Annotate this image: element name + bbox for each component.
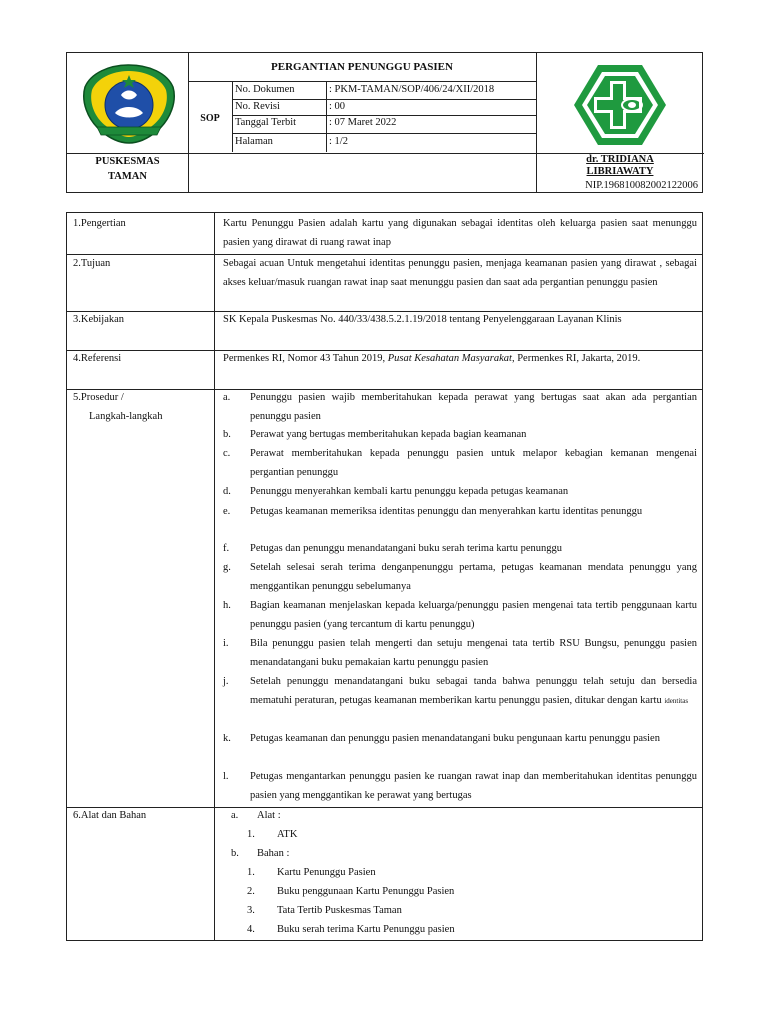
section-label: 4.Referensi — [73, 353, 122, 364]
meta-value: : 07 Maret 2022 — [329, 117, 397, 128]
section-label: 3.Kebijakan — [73, 314, 125, 325]
head-doctor-name: dr. TRIDIANA LIBRIAWATY — [586, 154, 654, 177]
section-label: 2.Tujuan — [73, 258, 111, 269]
regency-emblem-logo — [79, 61, 179, 145]
meta-label: Tanggal Terbit — [235, 117, 297, 128]
section-label: 6.Alat dan Bahan — [73, 810, 147, 821]
section-text: SK Kepala Puskesmas No. 440/33/438.5.2.1.19/2018 tentang Penyelenggaraan Layanan Klinis — [223, 314, 622, 325]
divider — [232, 81, 233, 152]
divider — [232, 99, 536, 100]
puskesmas-logo — [572, 63, 668, 147]
divider — [188, 81, 536, 82]
procedure-table: 1.Pengertian Kartu Penunggu Pasien adalah kartu yang digunakan sebagai identitas oleh keluarga pasien saat menunggu pasien yang dirawat di ruang rawat inap 2.Tujuan Sebagai acuan Untuk mengetahui identitas penunggu pasien, menjaga keamanan pasien yang dirawat , sebagai akses keluar/masuk ruangan rawat inap saat menunggu pasien dan saat ada pergantian penunggu pasien 3.Kebijakan SK Kepala Puskesmas No. 440/33/438.5.2.1.19/2018 tentang Penyelenggaraan Layanan Klinis 4.Referensi Permenkes RI, Nomor 43 Tahun 2019, Pusat Kesahatan Masyarakat, Permenkes RI, Jakarta, 2019. 5.Prosedur / Langkah-langkah a. Penunggu pasien wajib memberitahukan kepada perawat yang bertugas saat akan ada pergantian penunggu pasien b. Perawat yang bertugas memberitahukan kepada bagian keamanan c. Perawat memberitahukan kepada penunggu pasien untuk melapor kebagian kemanan mengenai pergantian penunggu d. Penunggu menyerahkan kembali kartu penunggu kepada petugas keamanan e. Petugas keamanan memeriksa identitas penunggu dan menyerahkan kartu identitas penunggu f. Petugas dan penunggu menandatangani buku serah terima kartu penunggu g. Setelah selesai serah terima denganpenunggu pertama, petugas keamanan mendata penunggu yang menggantikan penunggu sebelumanya h. Bagian keamanan menjelaskan kepada keluarga/penunggu pasien mengenai tata tertib penggunaan kartu penunggu pasien (yang tercantum di kartu penunggu) i. Bila penunggu pasien telah mengerti dan setuju mengenai tata tertib RSU Bungsu, penunggu pasien menandatangani buku pemakaian kartu penunggu pasien j. Setelah penunggu menandatangani buku sebagai tanda bahwa penunggu telah setuju dan bersedia mematuhi peraturan, petugas keamanan memberikan kartu penunggu pasien, ditukar dengan kartu identitas k. Petugas keamanan dan penunggu pasien menandatangani buku pengunaan kartu penunggu pasien l. Petugas mengantarkan penunggu pasien ke ruangan rawat inap dan memberitahukan identitas penunggu pasien yang menggantikan ke perawat yang bertugas 6.Alat dan Bahan a. Alat : 1. ATK b. Bahan : 1. Kartu Penunggu Pasien 2. Buku penggunaan Kartu Penunggu Pasien 3. Tata Tertib Puskesmas Taman 4. Buku serah terima Kartu Penunggu pasien — [66, 212, 703, 941]
divider — [232, 133, 536, 134]
section-text: Permenkes RI, Nomor 43 Tahun 2019, Pusat Kesahatan Masyarakat, Permenkes RI, Jakarta, 2019. — [223, 353, 641, 364]
meta-value: : 00 — [329, 101, 346, 112]
section-label: 1.Pengertian — [73, 218, 126, 229]
sop-label: SOP — [200, 113, 220, 124]
meta-label: No. Dokumen — [235, 84, 295, 95]
sop-header — [66, 52, 703, 193]
meta-value: : PKM-TAMAN/SOP/406/24/XII/2018 — [329, 84, 495, 95]
section-label: 5.Prosedur / — [73, 392, 124, 403]
meta-label: No. Revisi — [235, 101, 280, 112]
doctor-nip: NIP.196810082002122006 — [585, 180, 698, 191]
org-name: PUSKESMAS TAMAN — [95, 156, 160, 182]
meta-label: Halaman — [235, 136, 273, 147]
divider — [214, 213, 215, 940]
section-label: Langkah-langkah — [89, 411, 163, 422]
meta-value: : 1/2 — [329, 136, 348, 147]
divider — [326, 81, 327, 152]
document-title: PERGANTIAN PENUNGGU PASIEN — [271, 61, 453, 73]
divider — [232, 115, 536, 116]
section-text: Kartu Penunggu Pasien adalah kartu yang digunakan sebagai identitas oleh keluarga pasien saat menunggu pasien yang dirawat di ruang rawat inap — [223, 218, 697, 248]
section-text: Sebagai acuan Untuk mengetahui identitas penunggu pasien, menjaga keamanan pasien yang dirawat , sebagai akses keluar/masuk ruangan rawat inap saat menunggu pasien dan saat ada pergantian penunggu pasien — [223, 258, 697, 288]
